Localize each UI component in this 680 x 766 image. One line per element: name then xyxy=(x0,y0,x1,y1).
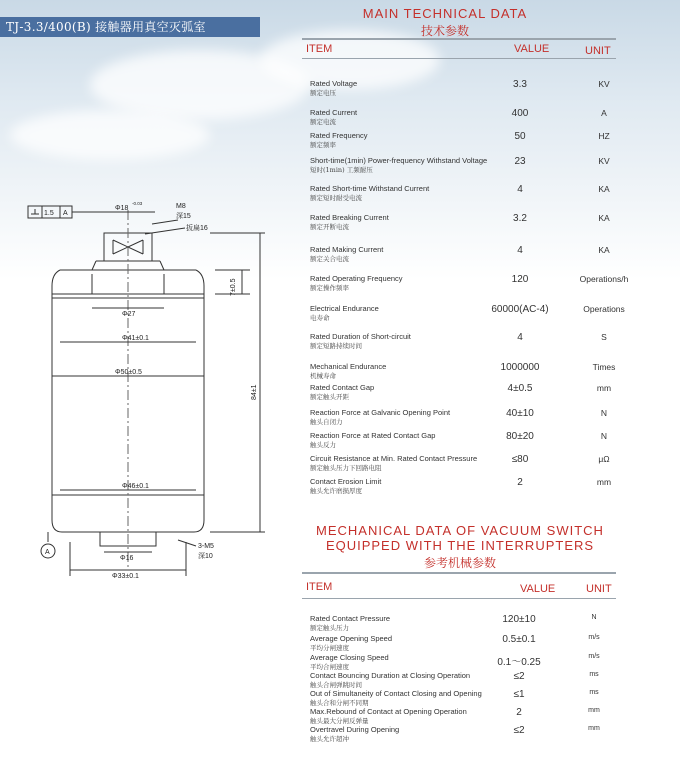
mech-data-title-line1: MECHANICAL DATA OF VACUUM SWITCH xyxy=(316,523,604,538)
main-col-value: VALUE xyxy=(514,43,550,55)
dim-deep15: 深15 xyxy=(176,213,191,220)
main-col-item: ITEM xyxy=(306,43,333,55)
main-header-rule xyxy=(302,38,616,40)
mech-data-title-line2: EQUIPPED WITH THE INTERRUPTERS xyxy=(325,538,595,553)
flatness-datum: A xyxy=(63,210,68,217)
dim-84: 84±1 xyxy=(251,384,258,400)
main-data-title-cn: 技术参数 xyxy=(420,24,469,38)
dim-flat16: 扳扁16 xyxy=(186,225,208,232)
dim-m5: 3-M5 xyxy=(198,543,214,550)
mech-col-item: ITEM xyxy=(306,581,333,593)
cloud-decoration xyxy=(10,110,210,160)
mech-subheader-rule xyxy=(302,598,616,599)
mech-col-value: VALUE xyxy=(520,583,556,595)
datum-a-label: A xyxy=(45,549,50,556)
dim-phi18: Φ18 xyxy=(115,205,129,212)
dim-phi16: Φ16 xyxy=(120,555,134,562)
dim-phi50: Φ50±0.5 xyxy=(115,369,142,376)
dim-phi33: Φ33±0.1 xyxy=(112,573,139,580)
product-title-banner: TJ-3.3/400(B) 接触器用真空灭弧室 xyxy=(0,17,260,37)
dim-7: 7±0.5 xyxy=(230,278,237,296)
main-data-title: MAIN TECHNICAL DATA xyxy=(362,6,528,21)
dim-deep10: 深10 xyxy=(198,553,213,560)
main-subheader-rule xyxy=(302,58,616,59)
mech-col-unit: UNIT xyxy=(586,583,612,595)
dim-phi41: Φ41±0.1 xyxy=(122,335,149,342)
mech-header-rule xyxy=(302,572,616,574)
interrupter-technical-drawing xyxy=(0,190,300,590)
dim-phi18-tolerance: -0.03 xyxy=(132,201,143,206)
flatness-value: 1.5 xyxy=(44,210,54,217)
main-col-unit: UNIT xyxy=(585,45,611,57)
dim-phi46: Φ46±0.1 xyxy=(122,483,149,490)
dim-m8: M8 xyxy=(176,203,186,210)
mech-data-title-cn: 参考机械参数 xyxy=(423,556,496,570)
dim-phi27: Φ27 xyxy=(122,311,136,318)
